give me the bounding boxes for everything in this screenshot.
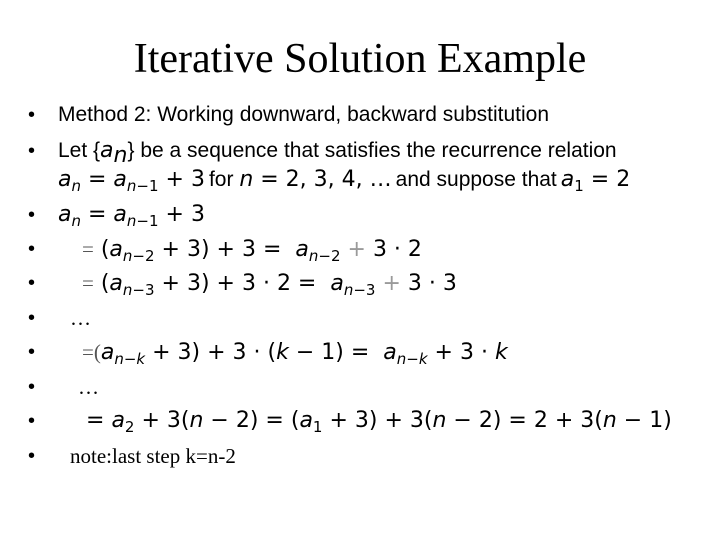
ellipsis: … xyxy=(78,375,99,399)
recurrence-definition: $a_n = a_{n-1} + 3$ for n = 2, 3, 4, … and suppose that $a_1 = 2$ xyxy=(58,167,631,195)
bullet: • xyxy=(28,341,36,363)
note-text: note:last step k=n-2 xyxy=(70,444,236,468)
bullet: • xyxy=(28,272,36,294)
bullet: • xyxy=(28,238,36,260)
bullet: • xyxy=(28,307,36,329)
bullet: • xyxy=(28,104,36,126)
bullet: • xyxy=(28,410,36,432)
method-text: Method 2: Working downward, backward substitution xyxy=(58,103,550,126)
ellipsis: … xyxy=(70,306,91,330)
bullet: • xyxy=(28,445,36,467)
bullet: • xyxy=(28,376,36,398)
bullet: • xyxy=(28,204,36,226)
bullet: • xyxy=(28,140,36,162)
let-sequence-text: Let $\{a_n\}$ be a sequence that satisfies the recurrence relation xyxy=(58,138,617,168)
slide-title: Iterative Solution Example xyxy=(133,36,587,82)
